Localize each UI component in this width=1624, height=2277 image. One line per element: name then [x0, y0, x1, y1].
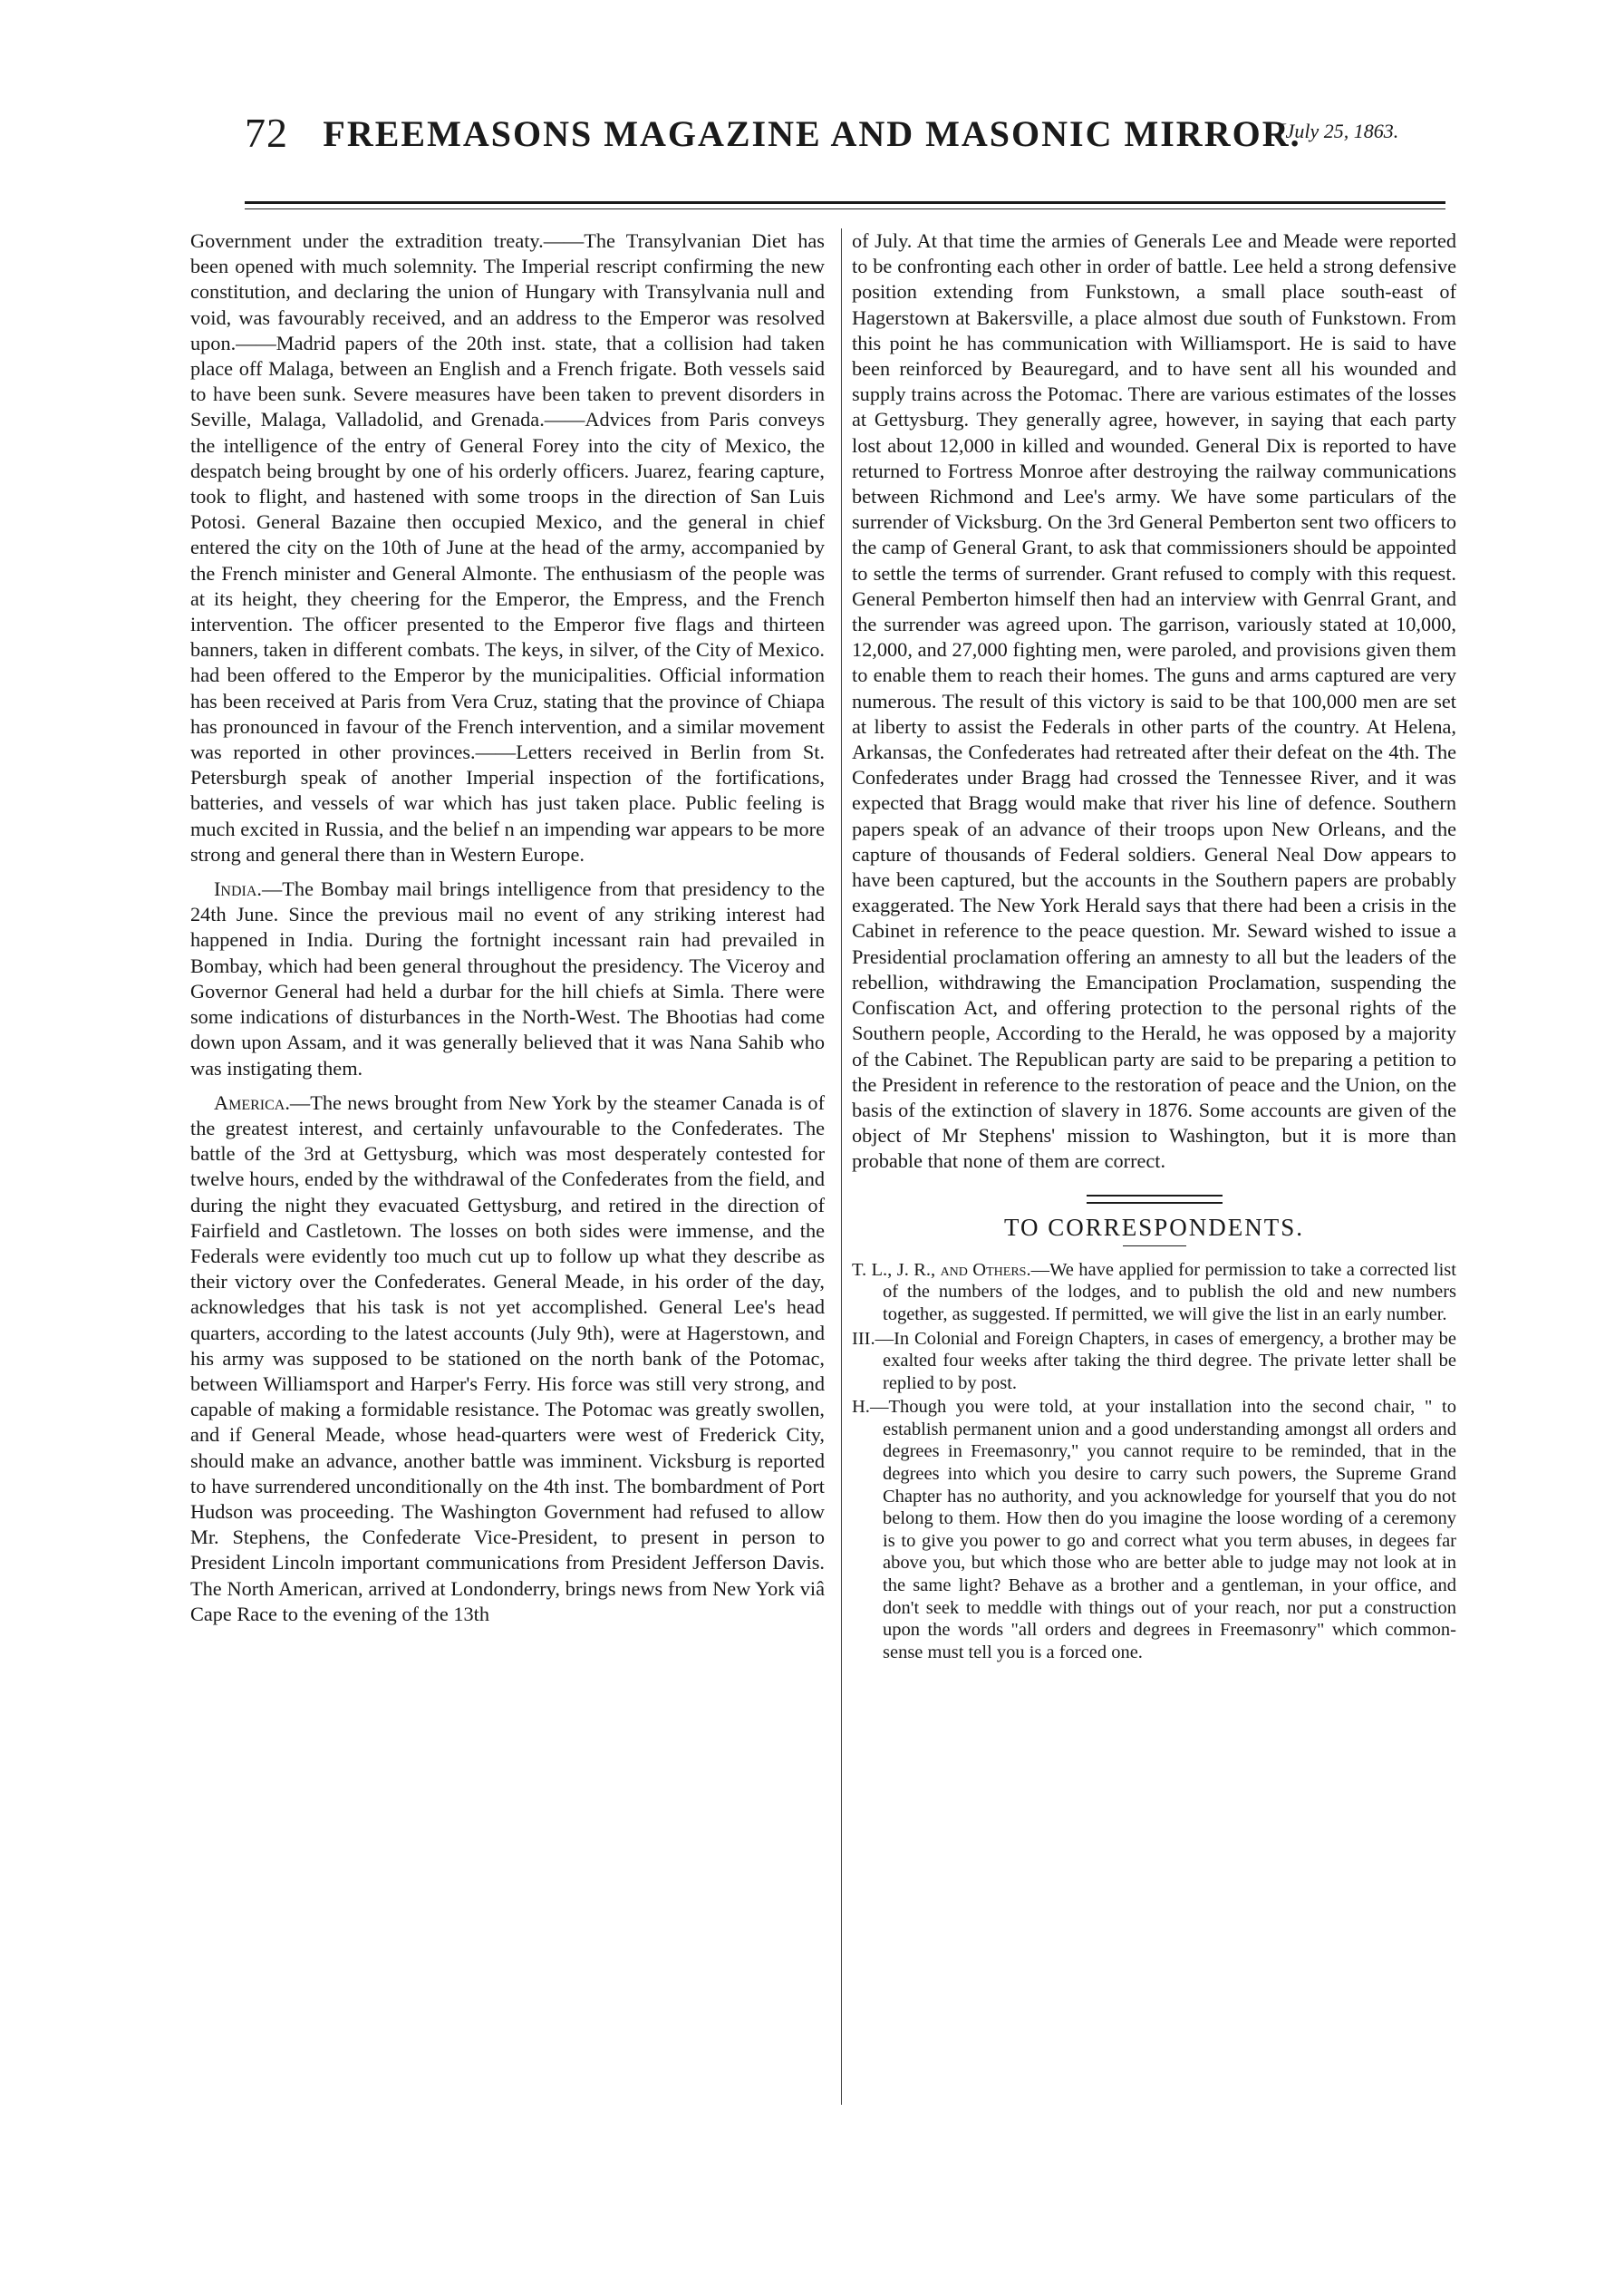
- correspondent-label: III.: [852, 1328, 875, 1349]
- correspondent-reply: —In Colonial and Foreign Chapters, in cases of emergency, a brother may be exalted four weeks after taking the third degree. The private letter shall be replied to by post.: [875, 1328, 1456, 1393]
- america-continued-paragraph: of July. At that time the armies of Generals Lee and Meade were reported to be confronting each other in order of battle. Lee held a strong defensive position extending from Funkstown, a small place south-east of Hagerstown at Bakersville, a place almost due south of Funkstown. From this point he has communication with Williamsport. He is said to have been reinforced by Beauregard, and to have sent all his wounded and supply trains across the Potomac. There are various estimates of the losses at Gettysburg. They generally agree, however, in saying that each party lost about 12,000 in killed and wounded. General Dix is reported to have returned to Fortress Monroe after destroying the railway communications between Richmond and Lee's army. We have some particulars of the surrender of Vicksburg. On the 3rd General Pemberton sent two officers to the camp of General Grant, to ask that commissioners should be appointed to settle the terms of surrender. Grant refused to comply with this request. General Pemberton himself then had an interview with Genrral Grant, and the surrender was agreed upon. The garrison, variously stated at 10,000, 12,000, and 27,000 fighting men, were paroled, and provisions given them to enable them to reach their homes. The guns and arms captured are very numerous. The result of this victory is said to be that 100,000 men are set at liberty to assist the Federals in other parts of the country. At Helena, Arkansas, the Confederates had retreated after their defeat on the 4th. The Confederates under Bragg had crossed the Tennessee River, and it was expected that Bragg would make that river his line of defence. Southern papers speak of an advance of their troops upon New Orleans, and the capture of thousands of Federal soldiers. General Neal Dow appears to have been captured, but the accounts in the Southern papers are probably exaggerated. The New York Herald says that there had been a crisis in the Cabinet in reference to the peace question. Mr. Seward wished to issue a Presidential proclamation offering an amnesty to all but the leaders of the rebellion, withdrawing the Emancipation Proclamation, suspending the Confiscation Act, and offering protection to the personal rights of the Southern people, According to the Herald, he was opposed by a majority of the Cabinet. The Republican party are said to be preparing a petition to the President in reference to the restoration of peace and the Union, on the basis of the extinction of slavery in 1876. Some accounts are given of the object of Mr Stephens' mission to Washington, but it is more than probable that none of them are correct.: [852, 229, 1456, 1173]
- issue-date: [July 25, 1863.: [1278, 120, 1399, 142]
- header-rule-thin: [245, 208, 1445, 209]
- correspondent-item: [852, 1396, 1456, 1663]
- america-text: —The news brought from New York by the steamer Canada is of the greatest interest, and certainly unfavourable to the Confederates. The battle of the 3rd at Gettysburg, which was most desperately contested for twelve hours, ended by the withdrawal of the Confederates from the field, and during the night they evacuated Gettysburg, and retired in the direction of Fairfield and Castletown. The losses on both sides were immense, and the Federals were evidently too much cut up to follow up what they describe as their victory over the Confederates. General Meade, in his order of the day, acknowledges that his task is not yet accomplished. General Lee's head quarters, according to the latest accounts (July 9th), were at Hagerstown, and his army was supposed to be stationed on the north bank of the Potomac, between Williamsport and Harper's Ferry. His force was still very strong, and capable of making a formidable resistance. The Potomac was greatly swollen, and if General Meade, whose head-quarters were west of Frederick City, should make an advance, another battle was imminent. Vicksburg is reported to have surrendered unconditionally on the 4th inst. The bombardment of Port Hudson was proceeding. The Washington Government had refused to allow Mr. Stephens, the Confederate Vice-President, to present in person to President Lincoln important communications from President Jefferson Davis. The North American, arrived at Londonderry, brings news from New York viâ Cape Race to the evening of the 13th: [190, 1090, 825, 1625]
- correspondent-reply: —We have applied for permission to take a corrected list of the numbers of the lodges, and to publish the old and new numbers together, as suggested. If permitted, we will give the list in an early number.: [883, 1259, 1456, 1324]
- correspondent-item: [852, 1328, 1456, 1395]
- america-paragraph: [190, 1090, 825, 1627]
- correspondent-reply: —Though you were told, at your installation into the second chair, " to establish permanent union and a good understanding amongst all orders and degrees in Freemasonry," you cannot require to be reminded, that in the degrees into which you desire to carry such powers, the Supreme Grand Chapter has no authority, and you acknowledge for yourself that you do not belong to them. How then do you imagine the loose wording of a ceremony is to give you power to go and correct what you term abuses, in degees far above you, but which those who are better able to judge may not look at in the same light? Behave as a brother and a gentleman, in your office, and don't seek to meddle with things out of your reach, nor put a construction upon the words "all orders and degrees in Freemasonry" which common-sense must tell you is a forced one.: [869, 1397, 1456, 1662]
- india-label: India.: [214, 877, 262, 901]
- section-separator: [1087, 1195, 1223, 1204]
- correspondents-heading: TO CORRESPONDENTS.: [1003, 1213, 1305, 1241]
- header-rule-thick: [245, 201, 1445, 204]
- page-number: 72: [245, 110, 288, 156]
- running-title: FREEMASONS MAGAZINE AND MASONIC MIRROR.: [323, 113, 1301, 154]
- news-paragraph: Government under the extradition treaty.——The Transylvanian Diet has been opened with much solemnity. The Imperial rescript confirming the new constitution, and declaring the union of Hungary with Transylvania null and void, was favourably received, and an address to the Emperor was resolved upon.——Madrid papers of the 20th inst. state, that a collision had taken place off Malaga, between an English and a French frigate. Both vessels said to have been sunk. Severe measures have been taken to prevent disorders in Seville, Malaga, Valladolid, and Grenada.——Advices from Paris conveys the intelligence of the entry of General Forey into the city of Mexico, the despatch being brought by one of his orderly officers. Juarez, fearing capture, took to flight, and hastened with some troops in the direction of San Luis Potosi. General Bazaine then occupied Mexico, and the general in chief entered the city on the 10th of June at the head of the army, accompanied by the French minister and General Almonte. The enthusiasm of the people was at its height, they cheering for the Emperor, the Empress, and the French intervention. The officer presented to the Emperor five flags and thirteen banners, taken in different combats. The keys, in silver, of the City of Mexico. had been offered to the Emperor by the municipalities. Official information has been received at Paris from Vera Cruz, stating that the province of Chiapa has pronounced in favour of the French intervention, and a similar movement was reported in other provinces.——Letters received in Berlin from St. Petersburgh speak of another Imperial inspection of the fortifications, batteries, and vessels of war which has just taken place. Public feeling is much excited in Russia, and the belief n an impending war appears to be more strong and general there than in Western Europe.: [190, 229, 825, 866]
- correspondent-label: H.: [852, 1397, 870, 1418]
- correspondents-list: [852, 1259, 1456, 1664]
- right-column: [852, 228, 1456, 1665]
- india-paragraph: [190, 877, 825, 1081]
- heading-underline: [1123, 1245, 1186, 1246]
- america-label: America.: [214, 1090, 290, 1114]
- correspondent-item: [852, 1259, 1456, 1326]
- correspondent-label: T. L., J. R., and Others.: [852, 1259, 1031, 1280]
- left-column: [190, 228, 825, 1636]
- india-text: —The Bombay mail brings intelligence from that presidency to the 24th June. Since the previous mail no event of any striking interest had happened in India. During the fortnight incessant rain had prevailed in Bombay, which had been general throughout the presidency. The Viceroy and Governor General had held a durbar for the hill chiefs at Simla. There were some indications of disturbances in the North-West. The Bhootias had come down upon Assam, and it was generally believed that it was Nana Sahib who was instigating them.: [190, 877, 825, 1080]
- column-divider: [841, 228, 842, 2105]
